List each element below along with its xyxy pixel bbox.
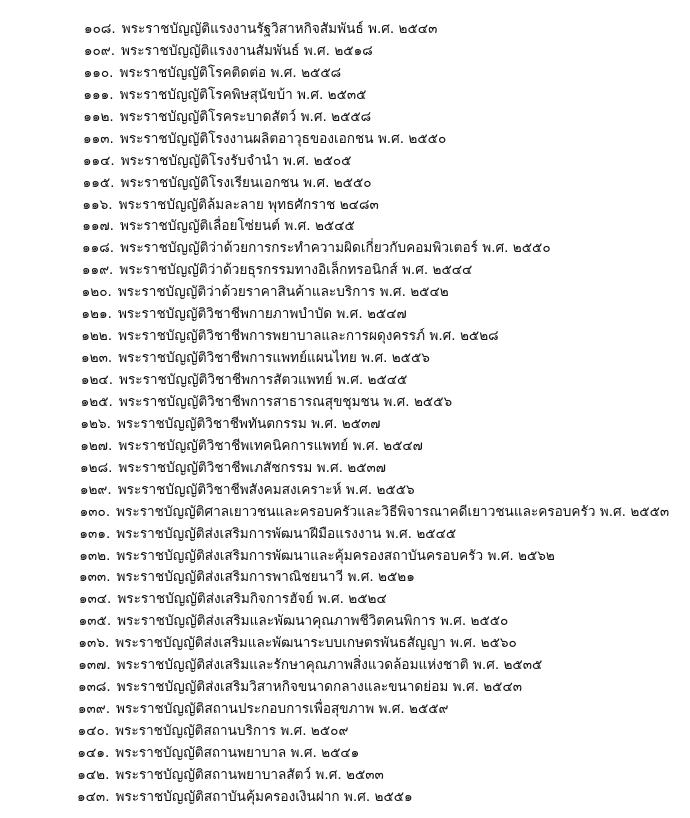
item-number: ๑๑๖. <box>82 196 113 213</box>
item-title: พระราชบัญญัติสถานพยาบาลสัตว์ พ.ศ. ๒๕๓๓ <box>115 766 384 783</box>
item-number: ๑๑๘. <box>82 240 115 257</box>
item-number: ๑๐๘. <box>84 21 116 37</box>
item-title: พระราชบัญญัติส่งเสริมและพัฒนาคุณภาพชีวิตคนพิการ พ.ศ. ๒๕๕๐ <box>117 613 509 630</box>
list-item <box>80 458 669 480</box>
item-title: พระราชบัญญัติวิชาชีพการสาธารณสุขชุมชน พ.ศ. ๒๕๕๖ <box>118 393 453 410</box>
item-title: พระราชบัญญัติส่งเสริมและพัฒนาระบบเกษตรพันธสัญญา พ.ศ. ๒๕๖๐ <box>115 635 517 652</box>
item-title: พระราชบัญญัติวิชาชีพกายภาพบำบัด พ.ศ. ๒๕๔๗ <box>117 306 407 323</box>
list-item <box>83 151 669 173</box>
list-item <box>79 589 669 611</box>
item-number: ๑๒๔. <box>80 372 114 388</box>
item-number: ๑๒๗. <box>80 437 113 454</box>
item-title: พระราชบัญญัติแรงงานรัฐวิสาหกิจสัมพันธ์ พ.ศ. ๒๕๔๓ <box>121 21 438 37</box>
item-title: พระราชบัญญัติว่าด้วยธุรกรรมทางอิเล็กทรอนิกส์ พ.ศ. ๒๕๔๔ <box>119 262 473 279</box>
item-number: ๑๒๕. <box>80 393 113 410</box>
item-title: พระราชบัญญัติสถาบันคุ้มครองเงินฝาก พ.ศ. ๒๕๕๑ <box>115 788 413 805</box>
list-item <box>78 633 669 655</box>
item-title: พระราชบัญญัติส่งเสริมกิจการฮัจย์ พ.ศ. ๒๕๒๔ <box>117 591 387 608</box>
list-item <box>81 326 669 348</box>
item-number: ๑๔๑. <box>77 744 110 761</box>
list-item <box>80 480 669 502</box>
item-number: ๑๐๙. <box>83 42 116 59</box>
list-item <box>80 414 669 436</box>
item-number: ๑๓๙. <box>77 701 111 718</box>
item-title: พระราชบัญญัติโรงงานผลิตอาวุธของเอกชน พ.ศ. ๒๕๕๐ <box>119 130 447 147</box>
item-number: ๑๑๓. <box>83 130 114 147</box>
list-item <box>81 348 669 370</box>
list-item <box>81 370 669 392</box>
item-title: พระราชบัญญัติวิชาชีพการพยาบาลและการผดุงครรภ์ พ.ศ. ๒๕๒๘ <box>118 328 499 345</box>
list-item <box>83 107 669 129</box>
item-title: พระราชบัญญัติวิชาชีพเทคนิคการแพทย์ พ.ศ. ๒๕๔๗ <box>118 437 423 454</box>
item-number: ๑๑๒. <box>83 108 114 125</box>
list-item <box>83 173 670 195</box>
item-number: ๑๑๙. <box>81 262 114 279</box>
item-number: ๑๒๒. <box>81 328 113 345</box>
item-number: ๑๑๗. <box>82 218 115 235</box>
list-item <box>79 546 669 568</box>
item-number: ๑๓๐. <box>79 503 111 520</box>
list-item <box>78 699 669 721</box>
item-number: ๑๑๐. <box>83 64 114 81</box>
list-item <box>82 195 669 217</box>
item-title: พระราชบัญญัติวิชาชีพเภสัชกรรม พ.ศ. ๒๕๓๗ <box>118 459 386 476</box>
list-item <box>79 611 670 633</box>
list-item <box>78 721 670 743</box>
item-title: พระราชบัญญัติวิชาชีพการแพทย์แผนไทย พ.ศ. ๒๕๕๖ <box>118 350 430 367</box>
act-list <box>77 19 670 809</box>
item-number: ๑๒๙. <box>79 481 112 498</box>
item-title: พระราชบัญญัติสถานพยาบาล พ.ศ. ๒๕๔๑ <box>115 744 360 761</box>
list-item <box>83 129 669 151</box>
item-title: พระราชบัญญัติวิชาชีพทันตกรรม พ.ศ. ๒๕๓๗ <box>116 415 381 432</box>
list-item <box>81 304 669 326</box>
list-item <box>82 216 669 238</box>
item-title: พระราชบัญญัติส่งเสริมวิสาหกิจขนาดกลางและขนาดย่อม พ.ศ. ๒๕๔๓ <box>116 679 523 696</box>
item-title: พระราชบัญญัติโรงรับจำนำ พ.ศ. ๒๕๐๕ <box>120 152 352 169</box>
item-title: พระราชบัญญัติเลื่อยโซ่ยนต์ พ.ศ. ๒๕๔๕ <box>120 218 355 235</box>
list-item <box>84 19 669 41</box>
list-item <box>79 567 669 589</box>
item-number: ๑๓๗. <box>78 657 111 674</box>
item-number: ๑๑๑. <box>83 86 114 103</box>
item-title: พระราชบัญญัติส่งเสริมและรักษาคุณภาพสิ่งแวดล้อมแห่งชาติ พ.ศ. ๒๕๓๕ <box>116 657 543 674</box>
list-item <box>81 392 670 414</box>
list-item <box>80 502 670 524</box>
list-item <box>82 282 670 304</box>
item-title: พระราชบัญญัติแรงงานสัมพันธ์ พ.ศ. ๒๕๑๘ <box>121 42 373 59</box>
item-number: ๑๑๕. <box>82 174 115 191</box>
item-number: ๑๓๒. <box>79 547 111 564</box>
item-title: พระราชบัญญัติโรคระบาดสัตว์ พ.ศ. ๒๕๕๘ <box>119 108 372 125</box>
item-title: พระราชบัญญัติวิชาชีพสังคมสงเคราะห์ พ.ศ. ๒๕๕๖ <box>117 481 415 498</box>
item-number: ๑๓๔. <box>78 591 112 608</box>
item-title: พระราชบัญญัติสถานประกอบการเพื่อสุขภาพ พ.ศ. ๒๕๕๙ <box>116 701 449 718</box>
item-title: พระราชบัญญัติสถานบริการ พ.ศ. ๒๕๐๙ <box>115 723 349 739</box>
item-number: ๑๓๓. <box>79 569 111 586</box>
item-number: ๑๔๓. <box>77 788 110 805</box>
list-item <box>77 787 669 809</box>
item-title: พระราชบัญญัติว่าด้วยราคาสินค้าและบริการ พ.ศ. ๒๕๔๒ <box>117 284 449 301</box>
list-item <box>77 743 669 765</box>
list-item <box>78 677 669 699</box>
item-title: พระราชบัญญัติส่งเสริมการพาณิชยนาวี พ.ศ. ๒๕๒๑ <box>116 569 415 586</box>
list-item <box>82 260 669 282</box>
item-title: พระราชบัญญัติส่งเสริมการพัฒนาฝีมือแรงงาน พ.ศ. ๒๕๔๕ <box>116 525 457 542</box>
item-title: พระราชบัญญัติวิชาชีพการสัตวแพทย์ พ.ศ. ๒๕๔๕ <box>119 372 408 388</box>
item-title: พระราชบัญญัติส่งเสริมการพัฒนาและคุ้มครองสถาบันครอบครัว พ.ศ. ๒๕๖๒ <box>116 547 555 564</box>
list-item <box>78 655 669 677</box>
item-number: ๑๓๕. <box>78 613 112 630</box>
list-item <box>84 63 670 85</box>
item-number: ๑๒๘. <box>80 459 113 476</box>
item-number: ๑๔๐. <box>77 723 110 739</box>
item-title: พระราชบัญญัติล้มละลาย พุทธศักราช ๒๔๘๓ <box>118 196 379 213</box>
list-item <box>80 436 669 458</box>
item-number: ๑๑๔. <box>82 152 115 169</box>
list-item <box>79 524 669 546</box>
item-title: พระราชบัญญัติโรคพิษสุนัขบ้า พ.ศ. ๒๕๓๕ <box>119 86 367 103</box>
list-item <box>84 41 669 63</box>
item-number: ๑๓๖. <box>78 635 110 652</box>
list-item <box>83 85 669 107</box>
item-number: ๑๒๓. <box>81 350 113 367</box>
item-number: ๑๒๐. <box>81 284 112 301</box>
list-item <box>77 765 669 787</box>
item-number: ๑๒๖. <box>80 415 111 432</box>
item-number: ๑๓๘. <box>78 679 111 696</box>
item-number: ๑๔๒. <box>77 766 110 783</box>
item-number: ๑๓๑. <box>79 525 111 542</box>
item-title: พระราชบัญญัติโรคติดต่อ พ.ศ. ๒๕๕๘ <box>119 64 342 81</box>
item-title: พระราชบัญญัติโรงเรียนเอกชน พ.ศ. ๒๕๕๐ <box>120 174 372 191</box>
item-title: พระราชบัญญัติศาลเยาวชนและครอบครัวและวิธีพิจารณาคดีเยาวชนและครอบครัว พ.ศ. ๒๕๕๓ <box>116 503 670 520</box>
item-number: ๑๒๑. <box>81 306 112 323</box>
item-title: พระราชบัญญัติว่าด้วยการกระทำความผิดเกี่ยวกับคอมพิวเตอร์ พ.ศ. ๒๕๕๐ <box>120 240 551 257</box>
list-item <box>82 238 669 260</box>
